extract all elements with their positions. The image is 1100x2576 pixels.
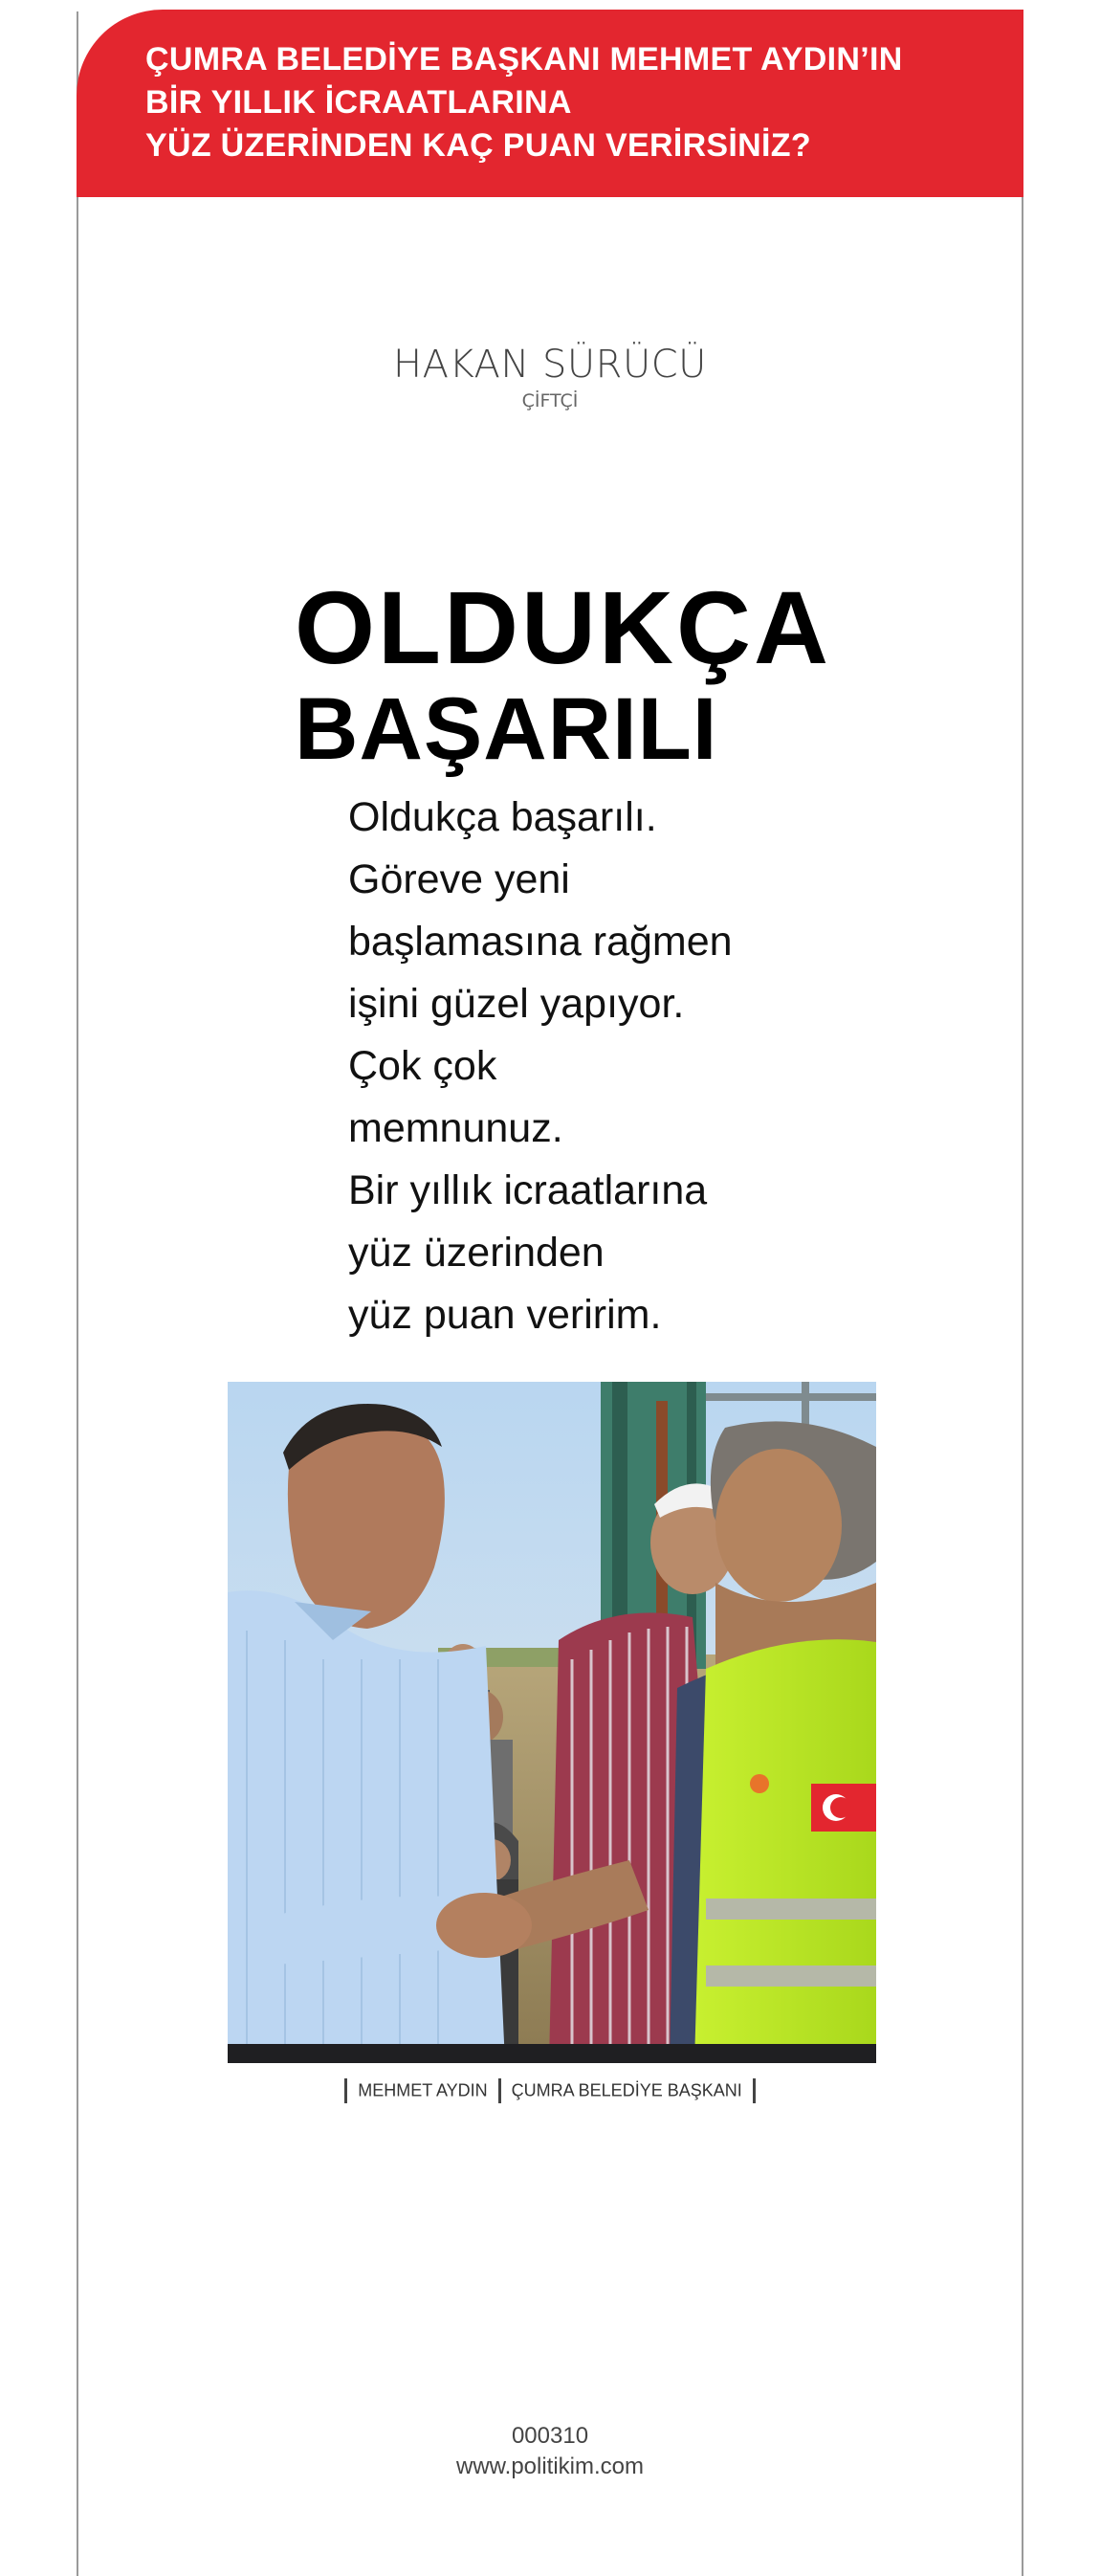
caption-divider (344, 2078, 347, 2103)
caption-name: MEHMET AYDIN (358, 2080, 488, 2100)
header-question-line-3: YÜZ ÜZERİNDEN KAÇ PUAN VERİRSİNİZ? (145, 127, 811, 164)
quote-line: başlamasına rağmen (348, 919, 733, 965)
quote-line: Oldukça başarılı. (348, 794, 657, 840)
page-code: 000310 (511, 2423, 589, 2449)
quote-line: yüz üzerinden (348, 1230, 605, 1276)
caption-divider (753, 2078, 756, 2103)
handshake-photo-illustration (228, 1382, 876, 2063)
handshake-photo (228, 1382, 876, 2063)
website-link[interactable]: www.politikim.com (455, 2454, 645, 2479)
quote-line: yüz puan veririm. (348, 1292, 662, 1338)
interviewee-block (0, 343, 1100, 411)
header-banner (77, 10, 1023, 197)
header-question-line-2: BİR YILLIK İCRAATLARINA (145, 84, 572, 121)
interviewee-name: HAKAN SÜRÜCÜ (393, 343, 707, 387)
quote-line: memnunuz. (348, 1105, 563, 1151)
headline (295, 569, 831, 778)
caption-divider (498, 2078, 501, 2103)
headline-line-2: BAŞARILI (295, 680, 718, 778)
interviewee-role: ÇİFTÇİ (521, 390, 579, 411)
caption-title: ÇUMRA BELEDİYE BAŞKANI (511, 2080, 742, 2100)
quote-line: Göreve yeni (348, 856, 570, 902)
headline-line-1: OLDUKÇA (295, 569, 831, 685)
quote-line: Çok çok (348, 1043, 497, 1089)
quote-text (348, 787, 733, 1346)
quote-line: Bir yıllık icraatlarına (348, 1167, 708, 1213)
quote-line: işini güzel yapıyor. (348, 981, 685, 1027)
header-question-line-1: ÇUMRA BELEDİYE BAŞKANI MEHMET AYDIN’IN (145, 41, 903, 78)
photo-caption (0, 2078, 1100, 2103)
page-footer (0, 2421, 1100, 2482)
